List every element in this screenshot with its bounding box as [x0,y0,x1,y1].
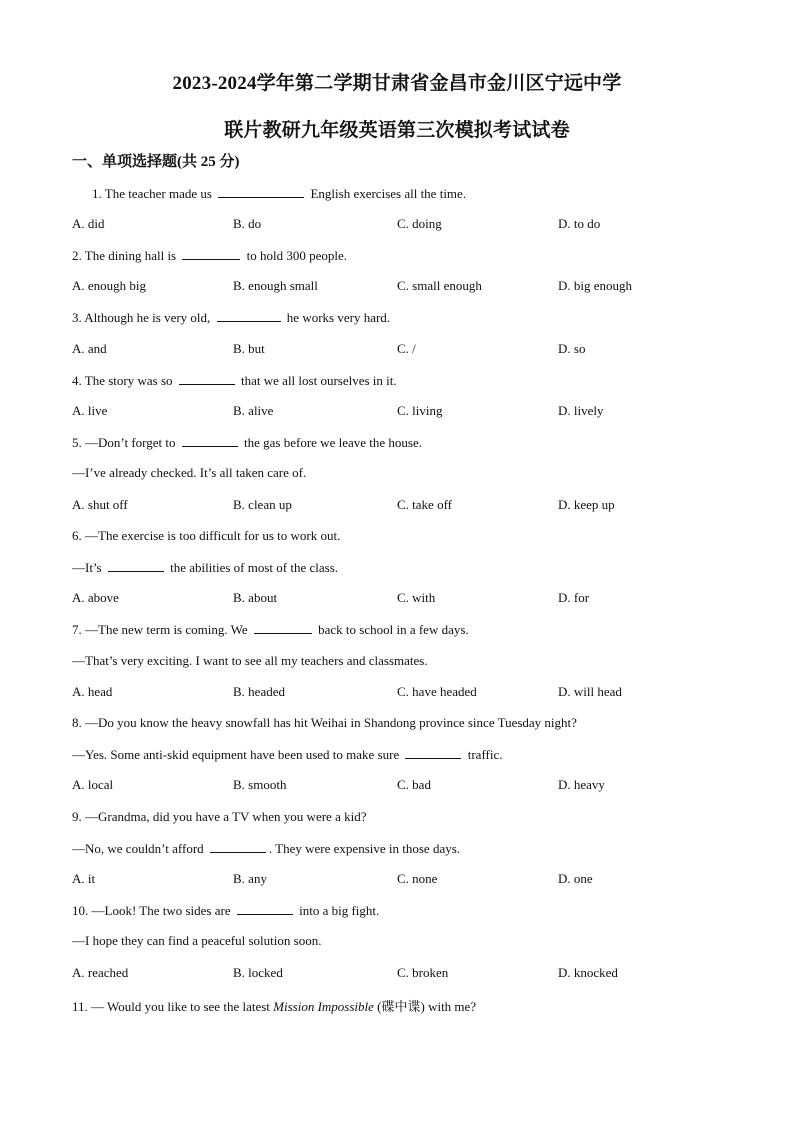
answer-blank [254,621,312,634]
question-text: 8. —Do you know the heavy snowfall has hit Weihai in Shandong province since Tuesday night? [72,715,577,730]
question-8-options [0,777,794,795]
question-text: —I hope they can find a peaceful solution soon. [72,933,322,948]
option-b: B. but [233,341,265,356]
option-a: A. shut off [72,497,128,512]
option-d: D. so [558,341,586,356]
question-6-line-1 [72,528,340,544]
option-c: C. take off [397,497,452,512]
question-text: 5. —Don’t forget to [72,435,179,450]
answer-blank [405,746,461,759]
question-5-line-1 [72,434,422,451]
question-3-line-1 [72,309,390,326]
question-5-line-2 [72,465,306,481]
option-a: A. above [72,590,119,605]
option-d: D. to do [558,216,601,231]
question-8-line-2 [72,746,503,763]
option-d: D. big enough [558,278,633,293]
question-11-text: 11. — Would you like to see the latest [72,999,274,1014]
option-c: C. doing [397,216,442,231]
question-11-text-end: (碟中谍) with me? [373,999,477,1014]
answer-blank [237,902,293,915]
question-text: to hold 300 people. [243,248,348,263]
exam-title-line-2: 联片教研九年级英语第三次模拟考试试卷 [224,120,570,141]
movie-title: Mission Impossible [273,999,374,1014]
option-c: C. broken [397,965,449,980]
question-text: 3. Although he is very old, [72,310,214,325]
question-text: 9. —Grandma, did you have a TV when you were a kid? [72,809,367,824]
question-text: he works very hard. [283,310,391,325]
question-text: —Yes. Some anti-skid equipment have been used to make sure [72,747,403,762]
option-d: D. will head [558,684,622,699]
option-b: B. alive [233,403,274,418]
option-b: B. do [233,216,262,231]
question-text: English exercises all the time. [307,186,467,201]
option-a: A. enough big [72,278,147,293]
question-text: 1. The teacher made us [92,186,216,201]
option-b: B. clean up [233,497,292,512]
question-5-options [0,497,794,515]
question-2-options [0,278,794,296]
option-d: D. heavy [558,777,605,792]
question-9-line-1 [72,809,366,825]
question-text: 7. —The new term is coming. We [72,622,251,637]
question-text: 6. —The exercise is too difficult for us to work out. [72,528,341,543]
answer-blank [108,559,164,572]
question-text: 2. The dining hall is [72,248,180,263]
option-a: A. head [72,684,113,699]
question-7-options [0,684,794,702]
option-c: C. bad [397,777,431,792]
option-c: C. living [397,403,443,418]
question-text: back to school in a few days. [314,622,469,637]
question-text: —I’ve already checked. It’s all taken care of. [72,465,307,480]
option-d: D. keep up [558,497,615,512]
option-c: C. with [397,590,436,605]
option-c: C. none [397,871,438,886]
answer-blank [182,247,240,260]
question-text: that we all lost ourselves in it. [237,373,397,388]
question-8-line-1 [72,715,577,731]
option-d: D. lively [558,403,604,418]
question-text: —It’s [72,560,105,575]
exam-title-line-1: 2023-2024学年第二学期甘肃省金昌市金川区宁远中学 [172,73,622,94]
question-7-line-2 [72,653,428,669]
option-a: A. and [72,341,107,356]
question-text: into a big fight. [295,903,380,918]
question-4-options [0,403,794,421]
option-a: A. local [72,777,114,792]
answer-blank [217,309,281,322]
question-1-line-1 [92,185,466,202]
option-b: B. locked [233,965,283,980]
option-b: B. any [233,871,267,886]
question-3-options [0,341,794,359]
option-d: D. for [558,590,590,605]
option-a: A. live [72,403,108,418]
option-b: B. smooth [233,777,287,792]
question-6-options [0,590,794,608]
question-text: . They were expensive in those days. [268,841,461,856]
answer-blank [210,840,266,853]
option-a: A. it [72,871,96,886]
question-text: traffic. [464,747,503,762]
option-c: C. / [397,341,416,356]
option-c: C. small enough [397,278,482,293]
question-9-line-2 [72,840,460,857]
section-heading: 一、单项选择题(共 25 分) [72,154,240,170]
option-b: B. enough small [233,278,318,293]
question-10-options [0,965,794,983]
question-9-options [0,871,794,889]
answer-blank [182,434,238,447]
option-d: D. knocked [558,965,618,980]
question-10-line-2 [72,933,321,949]
option-b: B. about [233,590,278,605]
option-d: D. one [558,871,593,886]
question-text: —That’s very exciting. I want to see all my teachers and classmates. [72,653,428,668]
option-a: A. did [72,216,105,231]
question-text: 10. —Look! The two sides are [72,903,234,918]
question-7-line-1 [72,621,469,638]
question-2-line-1 [72,247,347,264]
question-10-line-1 [72,902,379,919]
answer-blank [218,185,304,198]
question-text: the abilities of most of the class. [166,560,339,575]
option-a: A. reached [72,965,129,980]
option-b: B. headed [233,684,285,699]
question-4-line-1 [72,372,397,389]
question-11 [72,996,476,1015]
question-text: the gas before we leave the house. [240,435,422,450]
question-text: —No, we couldn’t afford [72,841,207,856]
question-6-line-2 [72,559,338,576]
question-1-options [0,216,794,234]
option-c: C. have headed [397,684,477,699]
question-text: 4. The story was so [72,373,176,388]
answer-blank [179,372,235,385]
